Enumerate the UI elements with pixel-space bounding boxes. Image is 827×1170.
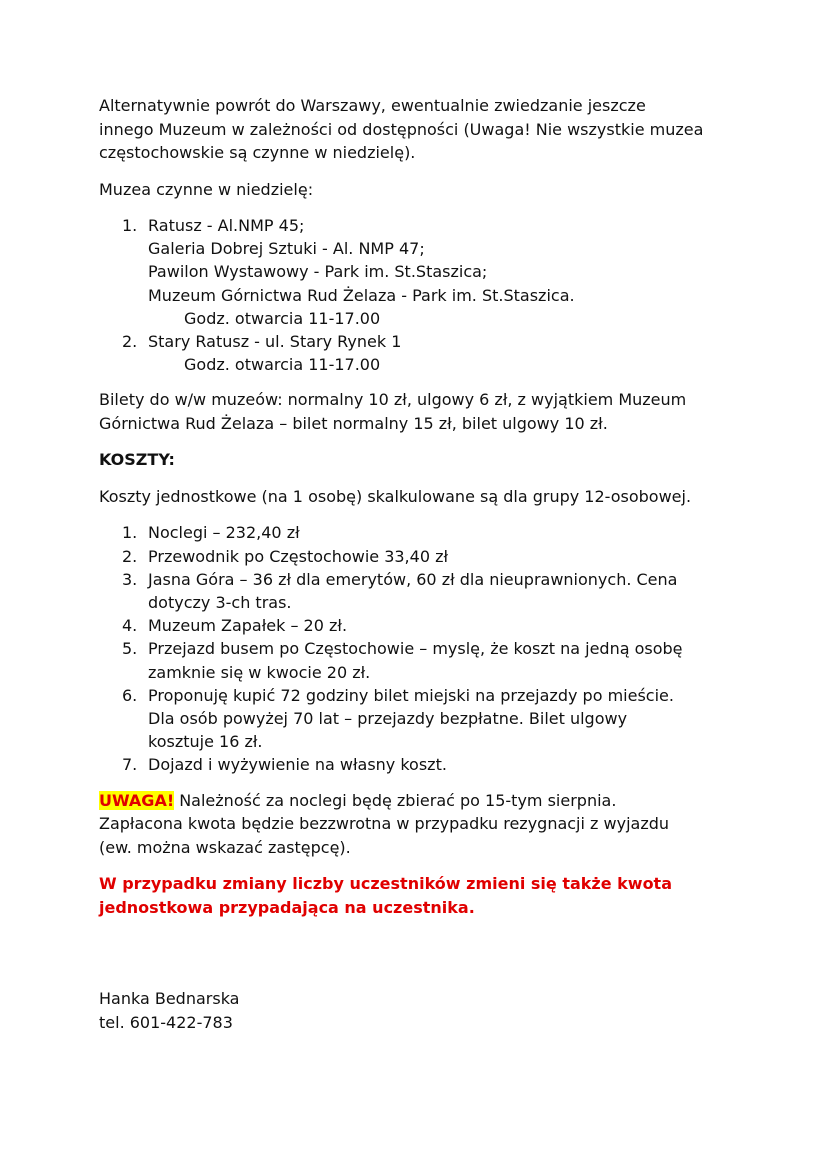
uwaga-highlight: UWAGA! bbox=[99, 790, 175, 810]
cost-line: Przejazd busem po Częstochowie – myslę, że koszt na jedną osobę bbox=[148, 639, 683, 659]
museum-line: Stary Ratusz - ul. Stary Rynek 1 bbox=[148, 332, 402, 352]
list-number: 6. bbox=[122, 685, 138, 705]
cost-item bbox=[99, 545, 739, 568]
signature-name: Hanka Bednarska bbox=[99, 989, 240, 1009]
museum-line: Muzeum Górnictwa Rud Żelaza - Park im. St.Staszica. bbox=[148, 285, 575, 305]
museum-line: Galeria Dobrej Sztuki - Al. NMP 47; bbox=[148, 239, 425, 259]
cost-item bbox=[99, 614, 739, 637]
costs-list bbox=[99, 521, 739, 776]
intro-paragraph bbox=[99, 94, 739, 165]
cost-line: Dla osób powyżej 70 lat – przejazdy bezpłatne. Bilet ulgowy bbox=[148, 709, 628, 729]
tickets-line: Bilety do w/w muzeów: normalny 10 zł, ulgowy 6 zł, z wyjątkiem Muzeum bbox=[99, 390, 687, 410]
cost-line: Przewodnik po Częstochowie 33,40 zł bbox=[148, 546, 449, 566]
cost-line: Dojazd i wyżywienie na własny koszt. bbox=[148, 755, 447, 775]
intro-line: częstochowskie są czynne w niedzielę). bbox=[99, 143, 416, 162]
cost-item bbox=[99, 753, 739, 776]
cost-line: Noclegi – 232,40 zł bbox=[148, 523, 300, 543]
warning-line: jednostkowa przypadająca na uczestnika. bbox=[99, 897, 475, 917]
notice-text: Należność za noclegi będę zbierać po 15-tym sierpnia. bbox=[174, 790, 617, 810]
cost-line: dotyczy 3-ch tras. bbox=[148, 593, 292, 613]
museums-list bbox=[99, 214, 739, 376]
list-number: 7. bbox=[122, 755, 138, 775]
warning-paragraph bbox=[99, 872, 739, 919]
list-number: 2. bbox=[122, 546, 138, 566]
list-number: 3. bbox=[122, 569, 138, 589]
museum-line: Pawilon Wystawowy - Park im. St.Staszica; bbox=[148, 262, 488, 282]
intro-line: innego Muzeum w zależności od dostępności (Uwaga! Nie wszystkie muzea bbox=[99, 119, 704, 139]
notice-line: (ew. można wskazać zastępcę). bbox=[99, 837, 351, 857]
cost-item bbox=[99, 568, 739, 614]
costs-intro: Koszty jednostkowe (na 1 osobę) skalkulowane są dla grupy 12-osobowej. bbox=[99, 486, 692, 506]
museum-item bbox=[99, 214, 739, 330]
signature-phone: tel. 601-422-783 bbox=[99, 1012, 233, 1032]
cost-line: Muzeum Zapałek – 20 zł. bbox=[148, 616, 348, 636]
museum-line: Ratusz - Al.NMP 45; bbox=[148, 216, 305, 235]
costs-heading: KOSZTY: bbox=[99, 450, 175, 470]
list-number: 4. bbox=[122, 616, 138, 636]
list-number: 2. bbox=[122, 332, 138, 352]
cost-line: kosztuje 16 zł. bbox=[148, 732, 263, 752]
museums-heading: Muzea czynne w niedzielę: bbox=[99, 179, 314, 199]
tickets-line: Górnictwa Rud Żelaza – bilet normalny 15 zł, bilet ulgowy 10 zł. bbox=[99, 413, 608, 433]
museum-item bbox=[99, 330, 739, 376]
cost-item bbox=[99, 521, 739, 544]
opening-hours: Godz. otwarcia 11-17.00 bbox=[184, 308, 381, 328]
opening-hours: Godz. otwarcia 11-17.00 bbox=[184, 355, 381, 375]
signature bbox=[99, 987, 739, 1034]
cost-line: Proponuję kupić 72 godziny bilet miejski na przejazdy po mieście. bbox=[148, 685, 674, 705]
document-page bbox=[99, 94, 739, 1034]
notice-line bbox=[99, 789, 739, 813]
notice-line: Zapłacona kwota będzie bezzwrotna w przypadku rezygnacji z wyjazdu bbox=[99, 814, 670, 834]
tickets-paragraph bbox=[99, 388, 739, 435]
list-number: 1. bbox=[122, 216, 138, 235]
warning-line: W przypadku zmiany liczby uczestników zmieni się także kwota bbox=[99, 874, 672, 894]
intro-line: Alternatywnie powrót do Warszawy, ewentualnie zwiedzanie jeszcze bbox=[99, 96, 646, 115]
cost-item bbox=[99, 684, 739, 754]
list-number: 1. bbox=[122, 523, 138, 543]
cost-line: zamknie się w kwocie 20 zł. bbox=[148, 662, 371, 682]
cost-item bbox=[99, 637, 739, 683]
notice-paragraph bbox=[99, 789, 739, 860]
list-number: 5. bbox=[122, 639, 138, 659]
cost-line: Jasna Góra – 36 zł dla emerytów, 60 zł dla nieuprawnionych. Cena bbox=[148, 569, 678, 589]
